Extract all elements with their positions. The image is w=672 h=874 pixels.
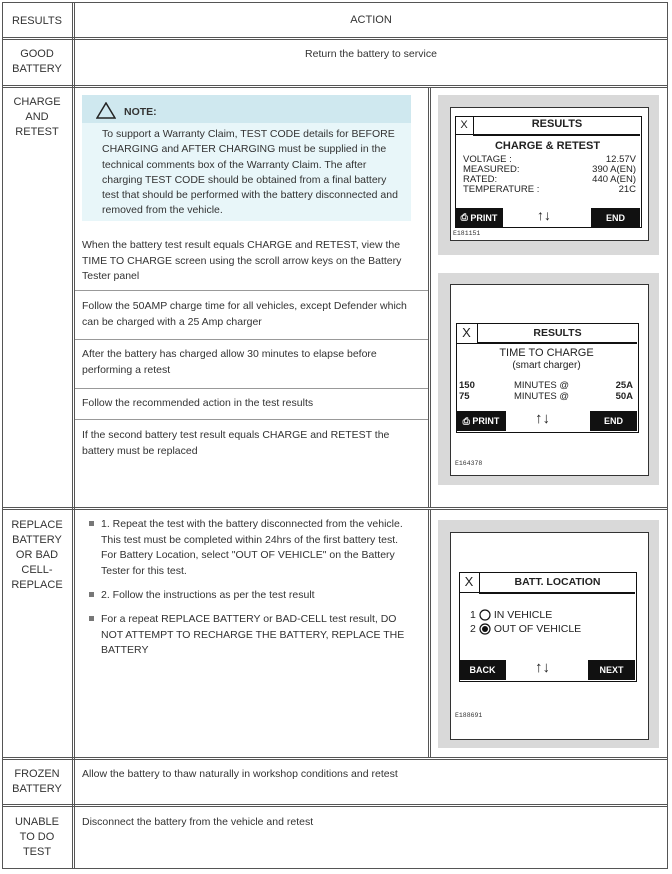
option-out-of-vehicle[interactable]: 2 OUT OF VEHICLE bbox=[470, 623, 582, 635]
charge-step-follow: Follow the recommended action in the test results bbox=[82, 397, 314, 409]
location-title: BATT. LOCATION bbox=[514, 576, 601, 588]
back-button[interactable]: BACK bbox=[459, 660, 506, 680]
time-heading: TIME TO CHARGE bbox=[499, 347, 594, 359]
replace-bullet-3: For a repeat REPLACE BATTERY or BAD-CELL test result, DO NOT ATTEMPT TO RECHARGE THE BATTERY, REPLACE THE BATTERY bbox=[101, 613, 405, 656]
figure-code: E188691 bbox=[455, 712, 483, 719]
results-values bbox=[560, 155, 636, 195]
scroll-arrows-icon: ↑↓ bbox=[535, 410, 550, 427]
rated-value: 440 A(EN) bbox=[592, 174, 636, 185]
note-title: NOTE: bbox=[124, 106, 157, 118]
temperature-label: TEMPERATURE : bbox=[463, 184, 540, 195]
radio-selected-icon bbox=[479, 623, 491, 635]
results-labels bbox=[463, 155, 539, 195]
minutes-labels: MINUTES @ MINUTES @ bbox=[514, 380, 570, 402]
action-unable-test: Disconnect the battery from the vehicle and retest bbox=[82, 816, 314, 828]
header-action: ACTION bbox=[350, 14, 392, 26]
charge-step-50amp: Follow the 50AMP charge time for all vehicles, except Defender which can be charged with a 25 Amp charger bbox=[82, 300, 407, 328]
printer-icon: ⎙ bbox=[462, 415, 473, 426]
results-screen-title: RESULTS bbox=[531, 118, 583, 130]
time-screen-title: RESULTS bbox=[533, 327, 582, 339]
option-in-vehicle[interactable]: 1 IN VEHICLE bbox=[470, 609, 553, 621]
printer-icon: ⎙ bbox=[460, 212, 471, 222]
time-subheading: (smart charger) bbox=[512, 360, 581, 371]
close-icon: X bbox=[459, 572, 480, 593]
warning-triangle-icon bbox=[96, 102, 116, 124]
close-icon: X bbox=[456, 323, 478, 344]
rated-label: RATED: bbox=[463, 174, 498, 185]
header-results: RESULTS bbox=[12, 15, 62, 27]
charge-step-wait: After the battery has charged allow 30 minutes to elapse before performing a retest bbox=[82, 348, 377, 376]
action-good-battery: Return the battery to service bbox=[305, 48, 437, 60]
scroll-arrows-icon: ↑↓ bbox=[535, 659, 550, 676]
print-button[interactable]: ⎙ PRINT bbox=[455, 208, 503, 227]
minutes-values: 150 75 bbox=[459, 380, 475, 402]
measured-value: 390 A(EN) bbox=[592, 164, 636, 175]
end-button[interactable]: END bbox=[590, 411, 637, 431]
voltage-value: 12.57V bbox=[605, 154, 636, 165]
result-frozen-battery: FROZEN BATTERY bbox=[12, 768, 62, 795]
close-icon: X bbox=[455, 116, 474, 135]
figure-code: E164378 bbox=[455, 460, 483, 467]
replace-bullet-2: 2. Follow the instructions as per the test result bbox=[101, 589, 315, 601]
radio-unselected-icon bbox=[479, 609, 491, 621]
note-text: To support a Warranty Claim, TEST CODE details for BEFORE CHARGING and AFTER CHARGING must be supplied in the technical comments box of the Warranty Claim. The after charging TEST CODE should be obtained from a final battery test that should be performed with the battery disconnected and removed from the vehicle. bbox=[102, 128, 398, 217]
action-frozen-battery: Allow the battery to thaw naturally in workshop conditions and retest bbox=[82, 768, 398, 780]
print-button[interactable]: ⎙ PRINT bbox=[456, 411, 506, 431]
result-good-battery: GOOD BATTERY bbox=[12, 48, 62, 75]
charge-step-when: When the battery test result equals CHARGE and RETEST, view the TIME TO CHARGE screen using the scroll arrow keys on the Battery Tester panel bbox=[82, 239, 402, 282]
result-unable-test: UNABLE TO DO TEST bbox=[14, 816, 60, 858]
result-replace-battery: REPLACE BATTERY OR BAD CELL-REPLACE bbox=[11, 519, 63, 591]
temperature-value: 21C bbox=[618, 184, 636, 195]
results-screen-heading: CHARGE & RETEST bbox=[494, 140, 601, 152]
result-charge-retest: CHARGE AND RETEST bbox=[13, 96, 61, 138]
scroll-arrows-icon: ↑↓ bbox=[537, 207, 551, 223]
measured-label: MEASURED: bbox=[463, 164, 520, 175]
replace-bullet-1: 1. Repeat the test with the battery disconnected from the vehicle. This test must be completed within 24hrs of the first battery test. For Battery Location, select "OUT OF VEHICLE" on the Battery Tester for this test. bbox=[101, 518, 403, 577]
charge-step-replace: If the second battery test result equals CHARGE and RETEST the battery must be replaced bbox=[82, 429, 390, 457]
voltage-label: VOLTAGE : bbox=[463, 154, 512, 165]
figure-code: E181151 bbox=[453, 230, 481, 237]
next-button[interactable]: NEXT bbox=[588, 660, 635, 680]
end-button[interactable]: END bbox=[591, 208, 640, 227]
amp-values: 25A 50A bbox=[615, 380, 633, 402]
